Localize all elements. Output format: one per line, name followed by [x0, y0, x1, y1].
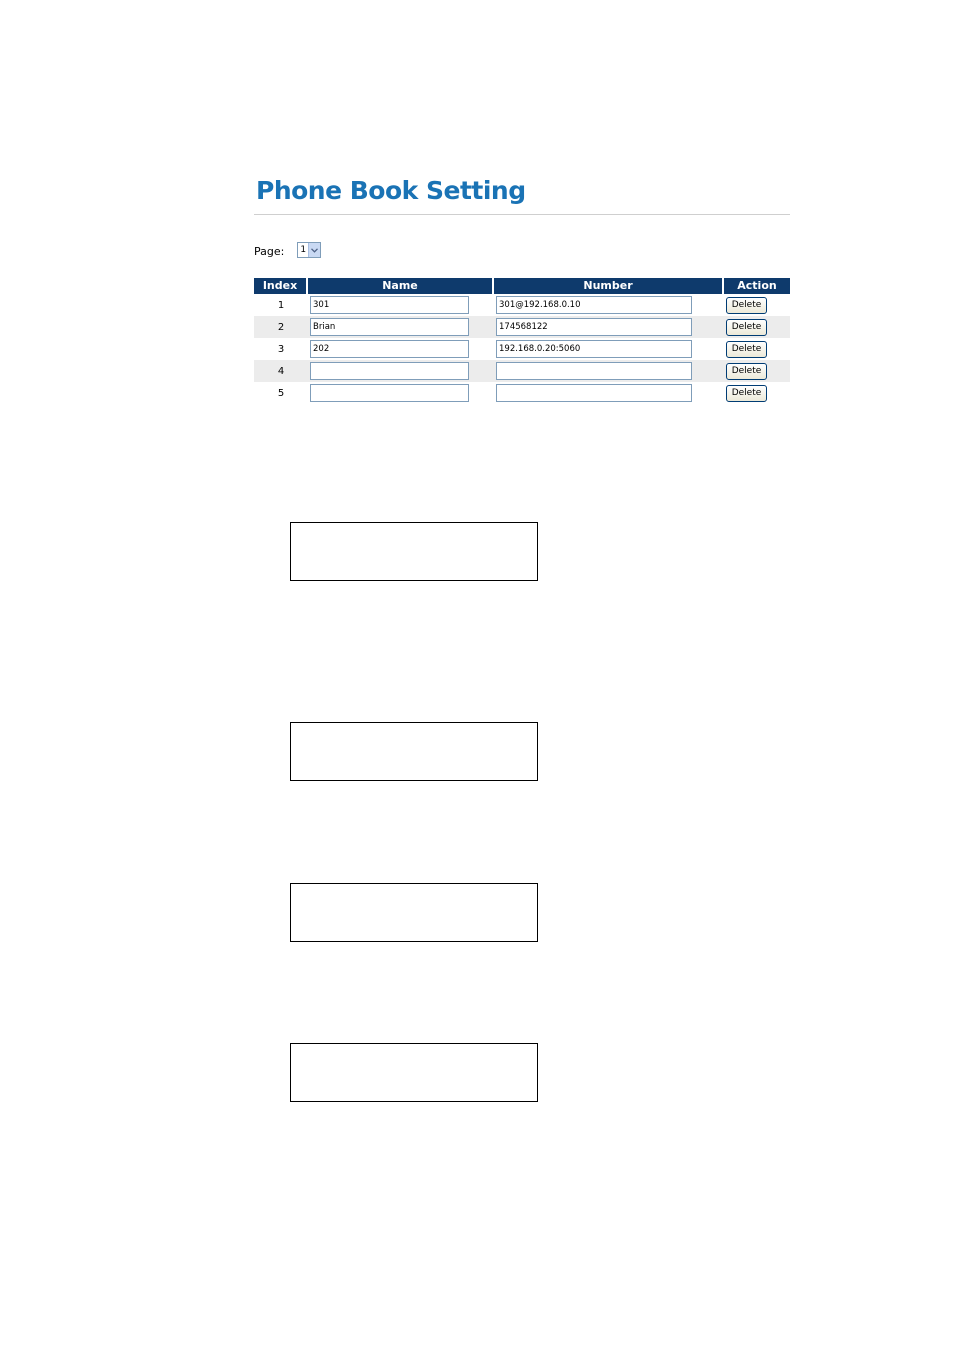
blank-box — [290, 522, 538, 581]
delete-button[interactable]: Delete — [726, 341, 767, 358]
table-row — [254, 316, 790, 338]
chevron-down-icon[interactable] — [308, 243, 320, 257]
number-input[interactable]: 174568122 — [496, 318, 692, 336]
phone-book-table — [254, 278, 790, 404]
page-select-value: 1 — [300, 245, 307, 255]
name-input[interactable]: Brian — [310, 318, 469, 336]
delete-button[interactable]: Delete — [726, 297, 767, 314]
number-input[interactable] — [496, 384, 692, 402]
table-row — [254, 360, 790, 382]
table-row — [254, 294, 790, 316]
page-select[interactable] — [297, 242, 321, 258]
number-input[interactable]: 192.168.0.20:5060 — [496, 340, 692, 358]
name-input[interactable] — [310, 362, 469, 380]
column-header-number: Number — [494, 278, 724, 294]
row-index: 2 — [277, 321, 285, 333]
row-index: 1 — [277, 299, 285, 311]
column-header-index: Index — [254, 278, 308, 294]
row-index: 3 — [277, 343, 285, 355]
row-index: 5 — [277, 387, 285, 399]
blank-box — [290, 722, 538, 781]
column-header-action: Action — [724, 278, 790, 294]
name-input[interactable] — [310, 384, 469, 402]
number-input[interactable]: 301@192.168.0.10 — [496, 296, 692, 314]
table-row — [254, 338, 790, 360]
name-input[interactable]: 202 — [310, 340, 469, 358]
table-row — [254, 382, 790, 404]
delete-button[interactable]: Delete — [726, 363, 767, 380]
delete-button[interactable]: Delete — [726, 385, 767, 402]
name-input[interactable]: 301 — [310, 296, 469, 314]
page-title: Phone Book Setting — [256, 176, 526, 205]
title-divider — [254, 214, 790, 215]
column-header-name: Name — [308, 278, 494, 294]
number-input[interactable] — [496, 362, 692, 380]
page-selector-row — [254, 240, 321, 260]
page-label: Page: — [254, 244, 285, 258]
table-header — [254, 278, 790, 294]
blank-box — [290, 883, 538, 942]
blank-box — [290, 1043, 538, 1102]
row-index: 4 — [277, 365, 285, 377]
delete-button[interactable]: Delete — [726, 319, 767, 336]
